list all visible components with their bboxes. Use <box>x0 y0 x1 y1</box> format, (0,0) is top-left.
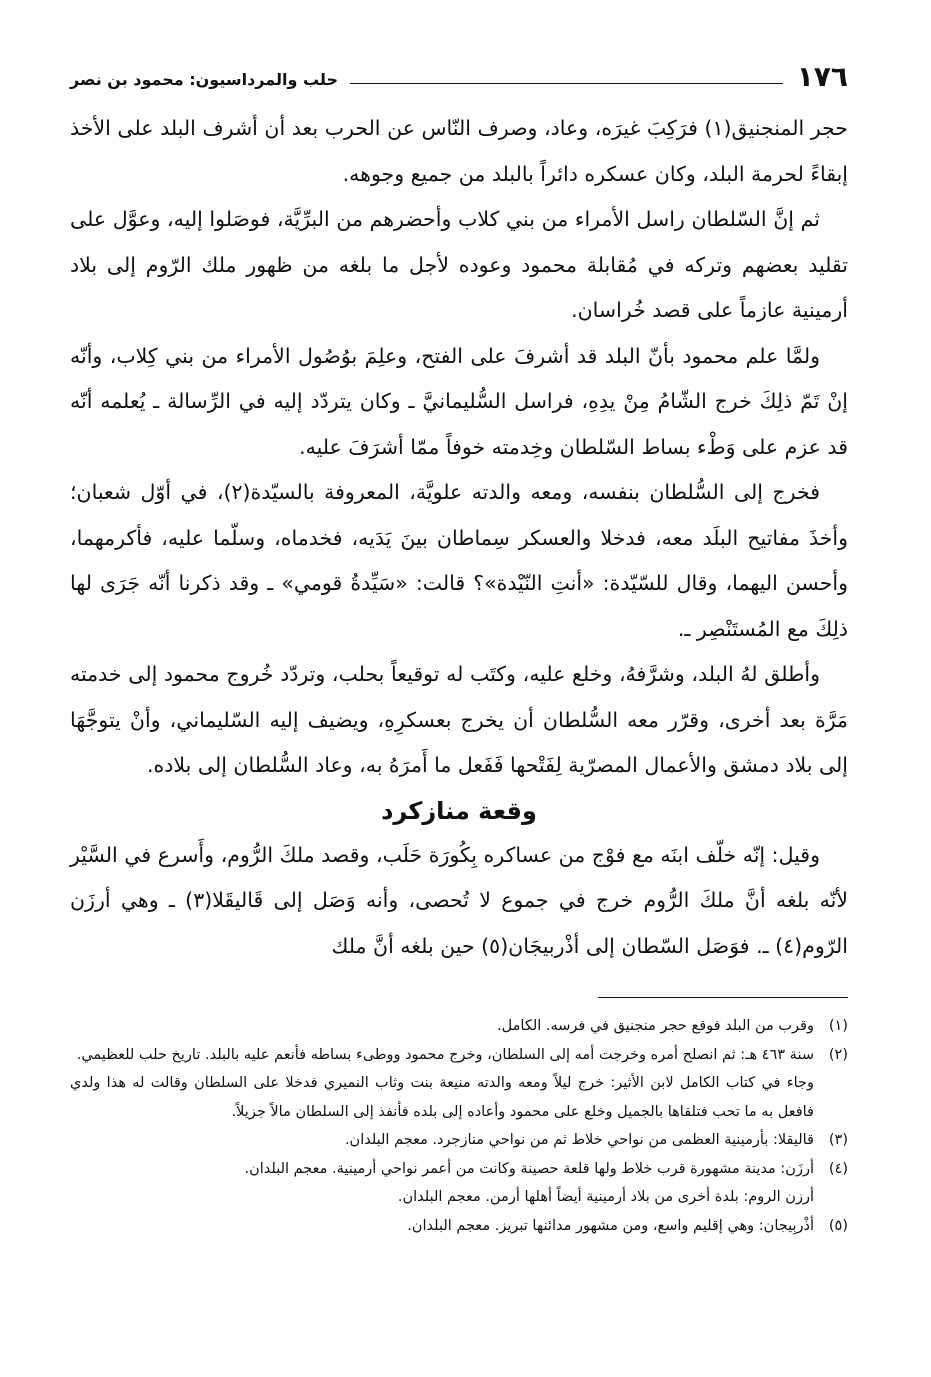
footnote-continuation <box>70 1069 848 1126</box>
paragraph: ثم إنَّ السّلطان راسل الأمراء من بني كلاب وأحضرهم من البرِّيَّة، فوصَلوا إليه، وعوَّل على تقليد بعضهم وتركه في مُقابلة محمود وعوده لأجل ما بلغه من ظهور ملك الرّوم إلى بلاد أرمينية عازماً على قصد خُراسان. <box>70 207 848 322</box>
footnote-continuation <box>70 1183 848 1212</box>
paragraph: ولمَّا علم محمود بأنّ البلد قد أشرفَ على الفتح، وعلِمَ بوُصُول الأمراء من بني كِلاب، وأنّه إنْ تَمّ ذلِكَ خرج الشّامُ مِنْ يدِهِ، فراسل السُّليمانيَّ ـ وكان يتردّد إليه في الرِّسالة ـ يُعلمه أنّه قد عزم على وَطْء بساط السّلطان وخِدمته خوفاً ممّا أشرَفَ عليه. <box>70 343 848 459</box>
paragraph: فخرج إلى السُّلطان بنفسه، ومعه والدته علويَّة، المعروفة بالسيّدة(٢)، في أوّل شعبان؛ وأخذَ مفاتيح البلَد معه، فدخلا والعسكر سِماطان بينَ يَدَيه، فخدماه، وسلّما عليه، فأكرمهما، وأحسن اليهما، وقال للسّيّدة: «أنتِ النّيْدة»؟ قالت: «سَيِّدةُ قومي» ـ وقد ذكرنا أنّه جَرَى لها ذلِكَ مع المُستَنْصِر ـ. <box>70 480 848 641</box>
running-title: حلب والمرداسيون: محمود بن نصر <box>70 70 338 89</box>
footnote-divider <box>598 997 848 998</box>
footnote <box>70 1012 848 1041</box>
footnote <box>70 1041 848 1070</box>
footnote-text: وقرب من البلد فوقع حجر منجنيق في فرسه. الكامل. <box>497 1018 814 1034</box>
footnotes <box>70 1012 848 1240</box>
footnote <box>70 1155 848 1184</box>
footnote-text: أذْربِيجان: وهي إقليم واسع، ومن مشهور مدائنها تبريز. معجم البلدان. <box>407 1217 814 1234</box>
footnote-text: أرزَن: مدينة مشهورة قرب خلاط ولها قلعة حصينة وكانت من أعمر نواحي أرمينية. معجم البلدان. <box>244 1160 814 1177</box>
page-number: ١٧٦ <box>796 60 848 93</box>
footnote-number: (٥) <box>828 1217 848 1234</box>
footnote <box>70 1126 848 1155</box>
footnote-number: (٢) <box>828 1046 848 1063</box>
footnote-text: قاليقلا: بأرمينية العظمى من نواحي خلاط ثم من نواحي منازجرد. معجم البلدان. <box>344 1132 814 1148</box>
footnote-number: (٣) <box>828 1132 848 1148</box>
main-text <box>70 106 848 969</box>
footnote <box>70 1212 848 1241</box>
paragraph: وقيل: إنّه خلّف ابنَه مع فوْج من عساكره بِكُورَة حَلَب، وقصد ملكَ الرُّوم، وأَسرع في السَّيْر لأنّه بلغه أنَّ ملكَ الرُّوم خرج في جموع لا تُحصى، وأنه وَصَل إلى قَاليقَلا(٣) ـ وهي أرزَن الرّوم(٤) ـ. فوَصَل السّطان إلى أذْربيجَان(٥) حين بلغه أنَّ ملك <box>70 842 848 958</box>
footnote-text: وجاء في كتاب الكامل لابن الأثير: خرج ليلاً ومعه والدته منيعة بنت وثاب النميري فدخلا على السلطان وقالت له هذا ولدي فافعل به ما تحب فتلقاها بالجميل وخلع على محمود وأعاده إلى بلده فأنفذ إلى السلطان مالاً جزيلاً. <box>70 1075 814 1120</box>
header-rule <box>350 83 783 84</box>
running-header <box>70 58 848 92</box>
footnote-text: أرزن الروم: بلدة أخرى من بلاد أرمينية أيضاً أهلها أرمن. معجم البلدان. <box>397 1189 814 1205</box>
footnote-number: (٤) <box>828 1160 848 1177</box>
book-page <box>70 58 848 1358</box>
footnote-number: (١) <box>828 1018 848 1034</box>
paragraph: وأطلق لهُ البلد، وشرَّفهُ، وخلع عليه، وكتَب له توقيعاً بحلب، وتردّد خُروج محمود إلى خدمته مَرَّة بعد أخرى، وقرّر معه السُّلطان أن يخرج بعسكرِهِ، ويضيف إليه السّليماني، وأنْ يتوجَّهَا إلى بلاد دمشق والأعمال المصرّية لِفَتْحها فَفَعل ما أَمرَهُ به، وعاد السُّلطان إلى بلاده. <box>70 662 848 777</box>
section-heading: وقعة منازكرد <box>381 796 537 825</box>
paragraph: حجر المنجنيق(١) فرَكِبَ غيرَه، وعاد، وصرف النّاس عن الحرب بعد أن أشرف البلد على الأخذ إبقاءً لحرمة البلد، وكان عسكره دائراً بالبلد من جميع وجوهه. <box>70 116 848 186</box>
footnote-text: سنة ٤٦٣ هـ: ثم انصلح أمره وخرجت أمه إلى السلطان، وخرج محمود ووطىء بساطه فأنعم عليه بالبلد. تاريخ حلب للعظيمي. <box>76 1046 814 1063</box>
